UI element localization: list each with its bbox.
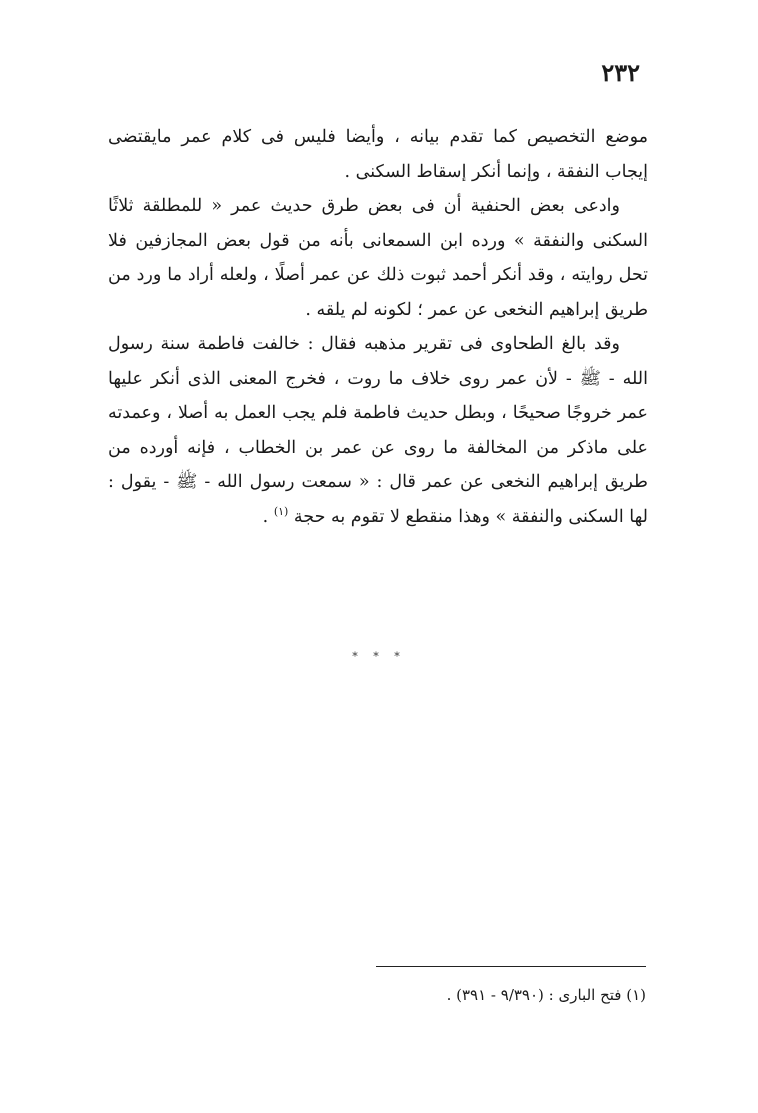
page-number: ٢٣٢ bbox=[601, 58, 640, 87]
footnote-1: (١) فتح البارى : (٩/٣٩٠ - ٣٩١) . bbox=[446, 986, 646, 1004]
paragraph-3 bbox=[108, 327, 648, 534]
paragraph-1: موضع التخصيص كما تقدم بيانه ، وأيضا فليس فى كلام عمر مايقتضى إيجاب النفقة ، وإنما أنكر إسقاط السكنى . bbox=[108, 127, 648, 182]
footnote-divider bbox=[376, 966, 646, 967]
paragraph-2: وادعى بعض الحنفية أن فى بعض طرق حديث عمر « للمطلقة ثلاثًا السكنى والنفقة » ورده ابن السمعانى بأنه من قول بعض المجازفين فلا تحل روايته ، وقد أنكر أحمد ثبوت ذلك عن عمر أصلًا ، ولعله أراد ما ورد من طريق إبراهيم النخعى عن عمر ؛ لكونه لم يلقه . bbox=[108, 196, 648, 320]
body-text bbox=[108, 120, 648, 534]
footnote-reference: (١) bbox=[273, 504, 289, 518]
paragraph-3-end: . bbox=[262, 506, 274, 527]
section-separator: * * * bbox=[352, 650, 406, 663]
paragraph-3-text: وقد بالغ الطحاوى فى تقرير مذهبه فقال : خالفت فاطمة سنة رسول الله - ﷺ - لأن عمر روى خلاف ما روت ، فخرج المعنى الذى أنكر عليها عمر خروجًا صحيحًا ، وبطل حديث فاطمة فلم يجب العمل به أصلا ، وعمدته على ماذكر من المخالفة ما روى عن عمر بن الخطاب ، فإنه أورده من طريق إبراهيم النخعى عن عمر قال : « سمعت رسول الله - ﷺ - يقول : لها السكنى والنفقة » وهذا منقطع لا تقوم به حجة bbox=[108, 334, 648, 527]
